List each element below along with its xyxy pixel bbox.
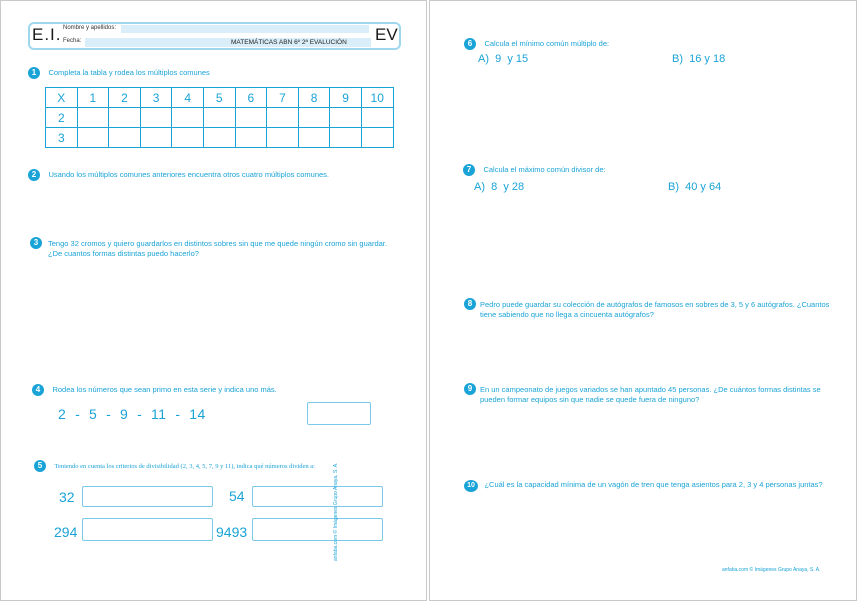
- question-10-number: 10: [464, 480, 478, 492]
- row-label: 3: [46, 128, 78, 148]
- name-field[interactable]: [121, 25, 369, 33]
- name-label: Nombre y apellidos:: [63, 25, 117, 31]
- question-5-number: 5: [34, 460, 46, 472]
- question-4-text: Rodea los números que sean primo en esta serie y indica uno más.: [52, 385, 277, 394]
- divisors-answer-box[interactable]: [252, 518, 383, 541]
- answer-cell[interactable]: [77, 128, 109, 148]
- question-7-text: Calcula el máximo común divisor de:: [483, 165, 606, 174]
- number-series: 2 - 5 - 9 - 11 - 14: [58, 406, 206, 422]
- q7-option-a: A) 8 y 28: [474, 181, 525, 193]
- question-8-line-2: tiene sabiendo que no llega a cincuenta autógrafos?: [480, 310, 654, 319]
- row-label: 2: [46, 108, 78, 128]
- answer-cell[interactable]: [267, 128, 299, 148]
- question-9: [464, 383, 854, 405]
- answer-cell[interactable]: [109, 108, 141, 128]
- date-label: Fecha:: [63, 38, 82, 44]
- question-3-line-2: ¿De cuantos formas distintas puedo hacerlo?: [48, 249, 199, 258]
- header-right-label: EV: [375, 25, 398, 44]
- question-3-number: 3: [30, 237, 42, 249]
- question-4: [32, 379, 412, 397]
- question-6-text: Calcula el mínimo común múltiplo de:: [484, 39, 610, 48]
- question-2: [28, 164, 408, 182]
- answer-cell[interactable]: [203, 108, 235, 128]
- table-header-cell: 7: [267, 88, 299, 108]
- question-3-line-1: Tengo 32 cromos y quiero guardarlos en distintos sobres sin que me quede ningún cromo sin guardar.: [48, 239, 387, 248]
- multiples-table: [45, 87, 394, 148]
- date-field[interactable]: [85, 38, 229, 47]
- answer-cell[interactable]: [298, 108, 330, 128]
- answer-cell[interactable]: [203, 128, 235, 148]
- extra-prime-answer-box[interactable]: [307, 402, 371, 425]
- question-6: [464, 33, 844, 51]
- answer-cell[interactable]: [330, 128, 362, 148]
- table-header-cell: 6: [235, 88, 267, 108]
- header-left-label: E.I.: [32, 25, 62, 44]
- page-credit: anfaba.com © Imágenes Grupo Anaya, S. A.: [722, 567, 821, 573]
- question-5-text: Teniendo en cuenta los criterios de divisibilidad (2, 3, 4, 5, 7, 9 y 11), indica qué números dividen a:: [54, 463, 315, 470]
- table-header-cell: 3: [140, 88, 172, 108]
- question-4-number: 4: [32, 384, 44, 396]
- question-10-text: ¿Cuál es la capacidad mínima de un vagón de tren que tenga asientos para 2, 3 y 4 personas juntas?: [484, 480, 823, 489]
- question-1: [28, 62, 408, 80]
- question-7-number: 7: [463, 164, 475, 176]
- question-2-number: 2: [28, 169, 40, 181]
- vertical-credit: anfaba.com © Imágenes Grupo Anaya, S. A.: [333, 462, 339, 561]
- question-2-text: Usando los múltiplos comunes anteriores encuentra otros cuatro múltiplos comunes.: [48, 170, 330, 179]
- table-header-cell: X: [46, 88, 78, 108]
- divisibility-number: 32: [59, 489, 75, 505]
- answer-cell[interactable]: [361, 128, 393, 148]
- question-8: [464, 298, 854, 320]
- test-title: MATEMÁTICAS ABN 6º 2ª EVALUCIÓN: [231, 39, 347, 46]
- question-3: [30, 237, 415, 259]
- q7-option-b: B) 40 y 64: [668, 181, 722, 193]
- table-header-cell: 5: [203, 88, 235, 108]
- question-9-number: 9: [464, 383, 476, 395]
- answer-cell[interactable]: [361, 108, 393, 128]
- divisors-answer-box[interactable]: [252, 486, 383, 507]
- answer-cell[interactable]: [140, 108, 172, 128]
- divisors-answer-box[interactable]: [82, 486, 213, 507]
- question-8-line-1: Pedro puede guardar su colección de autógrafos de famosos en sobres de 3, 5 y 6 autógrafos. ¿Cuantos: [480, 300, 830, 309]
- question-9-line-1: En un campeonato de juegos variados se han apuntado 45 personas. ¿De cuántos formas distintas se: [480, 385, 821, 394]
- answer-cell[interactable]: [109, 128, 141, 148]
- right-page: [429, 0, 857, 601]
- answer-cell[interactable]: [235, 128, 267, 148]
- table-header-cell: 9: [330, 88, 362, 108]
- question-8-number: 8: [464, 298, 476, 310]
- table-header-cell: 2: [109, 88, 141, 108]
- answer-cell[interactable]: [235, 108, 267, 128]
- answer-cell[interactable]: [330, 108, 362, 128]
- divisibility-number: 54: [229, 488, 245, 504]
- answer-cell[interactable]: [77, 108, 109, 128]
- q6-option-b: B) 16 y 18: [672, 53, 726, 65]
- table-row: [46, 128, 394, 148]
- answer-cell[interactable]: [172, 128, 204, 148]
- table-header-cell: 1: [77, 88, 109, 108]
- question-9-line-2: pueden formar equipos sin que nadie se quede fuera de ninguno?: [480, 395, 700, 404]
- question-7: [463, 159, 843, 177]
- question-1-number: 1: [28, 67, 40, 79]
- table-header-cell: 8: [298, 88, 330, 108]
- table-row: [46, 108, 394, 128]
- question-10: [464, 474, 856, 492]
- divisibility-number: 294: [54, 524, 78, 540]
- left-page: [0, 0, 427, 601]
- answer-cell[interactable]: [298, 128, 330, 148]
- table-header-cell: 10: [361, 88, 393, 108]
- divisibility-number: 9493: [216, 524, 248, 540]
- table-header-cell: 4: [172, 88, 204, 108]
- divisors-answer-box[interactable]: [82, 518, 213, 541]
- answer-cell[interactable]: [172, 108, 204, 128]
- answer-cell[interactable]: [267, 108, 299, 128]
- table-header-row: [46, 88, 394, 108]
- question-6-number: 6: [464, 38, 476, 50]
- answer-cell[interactable]: [140, 128, 172, 148]
- q6-option-a: A) 9 y 15: [478, 53, 529, 65]
- question-5: [34, 455, 414, 473]
- question-1-text: Completa la tabla y rodea los múltiplos comunes: [48, 68, 210, 77]
